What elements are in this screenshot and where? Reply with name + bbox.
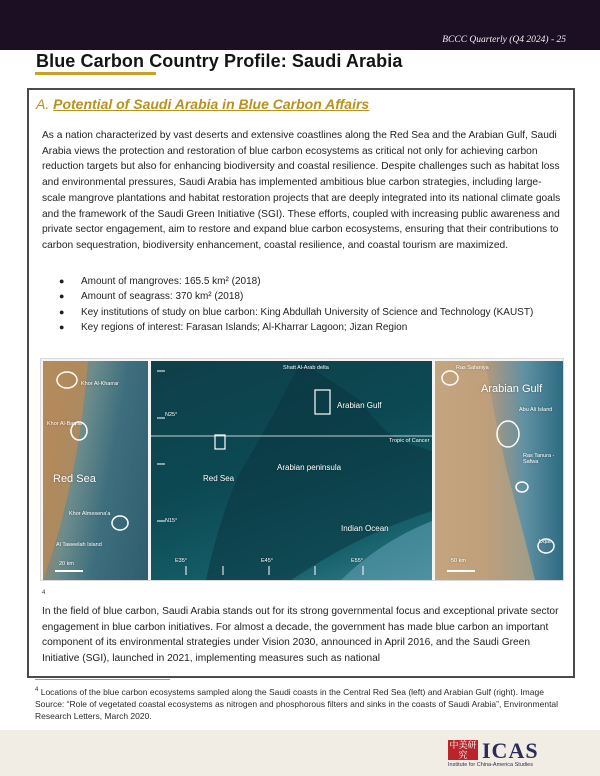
map-label: Al Taweelah Island — [56, 542, 102, 548]
list-item — [59, 274, 559, 289]
map-label: Abu Ali Island — [519, 407, 553, 413]
map-label: Arabian peninsula — [277, 463, 342, 472]
footnote-number: 4 — [35, 687, 39, 693]
map-label: E55° — [351, 558, 363, 564]
footnote-reference: 4 — [42, 590, 46, 596]
section-prefix: A. — [36, 96, 50, 112]
footnote-text: Locations of the blue carbon ecosystems sampled along the Saudi coasts in the Central Red Sea (left) and Arabian Gulf (right). Image Source: “Role of vegetated coastal ecosystems as nitrogen and phosphorous filters and sinks in the coasts of Saudi Arabia”, Environmental Research Letters, March 2020. — [35, 686, 559, 721]
bullet-icon: ● — [59, 291, 65, 302]
map-label: Uqair — [539, 539, 553, 545]
footnote-divider — [35, 679, 170, 680]
map-label: Shatt Al-Arab delta — [283, 365, 329, 371]
bullet-icon: ● — [59, 276, 65, 286]
site-circle — [516, 482, 528, 492]
map-panel-red-sea — [43, 361, 148, 580]
map-label: Indian Ocean — [341, 524, 389, 533]
footer-band — [0, 730, 600, 776]
logo-subtitle: Institute for China-America Studies — [448, 762, 533, 768]
list-item — [59, 305, 559, 320]
running-head: BCCC Quarterly (Q4 2024) - 25 — [442, 35, 566, 45]
list-item — [59, 289, 559, 304]
list-item-text: Amount of seagrass: 370 km² (2018) — [81, 291, 244, 303]
map-label: Arabian Gulf — [481, 383, 543, 395]
list-item-text: Key institutions of study on blue carbon: King Abdullah University of Science and Technology (KAUST) — [81, 306, 534, 318]
map-label: E35° — [175, 558, 187, 564]
section-heading — [36, 96, 369, 112]
bullet-icon: ● — [59, 322, 65, 333]
page-title: Blue Carbon Country Profile: Saudi Arabia — [36, 51, 403, 71]
map-label: Khor Almesena'a — [69, 511, 111, 517]
list-item-text: Key regions of interest: Farasan Islands; Al-Kharrar Lagoon; Jizan Region — [81, 322, 408, 334]
footnote — [35, 684, 565, 722]
scale-label: 50 km — [451, 558, 466, 564]
body-paragraph: In the field of blue carbon, Saudi Arabia stands out for its strong governmental focus and exceptional private sector engagement in blue carbon initiatives. For almost a decade, the government has made blue carbon an important component of its environmental strategies under Vision 2030, announced in April 2016, and the Saudi Green Initiative (SGI), launched in 2021, implementing measures such as national — [42, 606, 559, 664]
map-label: N15° — [165, 518, 178, 524]
map-label: Red Sea — [53, 473, 96, 485]
site-circle — [112, 516, 128, 530]
list-item — [59, 320, 559, 335]
map-label: Tropic of Cancer — [389, 438, 430, 444]
logo-wordmark: ICAS — [482, 738, 539, 763]
title-underline — [35, 72, 156, 75]
section-title: Potential of Saudi Arabia in Blue Carbon Affairs — [53, 96, 370, 112]
map-label: Arabian Gulf — [337, 401, 382, 410]
scale-label: 20 km — [59, 561, 74, 567]
intro-paragraph: As a nation characterized by vast deserts and extensive coastlines along the Red Sea and the Arabian Gulf, Saudi Arabia views the protection and restoration of blue carbon ecosystems as critical not only for achieving carbon reduction targets but also for enhancing biodiversity and coastal resilience. Despite challenges such as habitat loss and environmental pressures, Saudi Arabia has implemented ambitious blue carbon strategies, including large-scale mangrove plantations and habitat restoration projects that are deeply integrated into its national climate goals and the framework of the Saudi Green Initiative (SGI). These efforts, coupled with increasing public awareness and private sector engagement, aim to restore and expand blue carbon ecosystems, ensuring that their contributions to carbon sequestration, biodiversity enhancement, coastal resilience, and coastal tourism are maximized. — [42, 130, 561, 251]
list-item-text: Amount of mangroves: 165.5 km² (2018) — [81, 276, 261, 287]
key-facts-list — [59, 274, 559, 336]
map-figure — [40, 358, 564, 581]
scale-bar — [447, 570, 475, 572]
icas-logo — [448, 738, 578, 770]
logo-seal-icon: 中美研究 — [449, 740, 477, 760]
map-panel-arabian-peninsula — [151, 361, 432, 580]
map-label: E45° — [261, 558, 273, 564]
map-label: Ras Tanura - Safwa — [523, 453, 555, 465]
site-circle — [497, 421, 519, 447]
map-label: Khor Al-Baqila — [47, 421, 82, 427]
content-card — [27, 88, 575, 678]
map-panel-arabian-gulf — [435, 361, 563, 580]
map-label: Red Sea — [203, 474, 235, 483]
bullet-icon: ● — [59, 306, 65, 317]
map-label: N25° — [165, 412, 178, 418]
site-box — [215, 435, 225, 449]
map-label: Ras Safaniya — [456, 365, 489, 371]
map-label: Khor Al-Kharrar — [81, 381, 119, 387]
scale-bar — [55, 570, 83, 572]
